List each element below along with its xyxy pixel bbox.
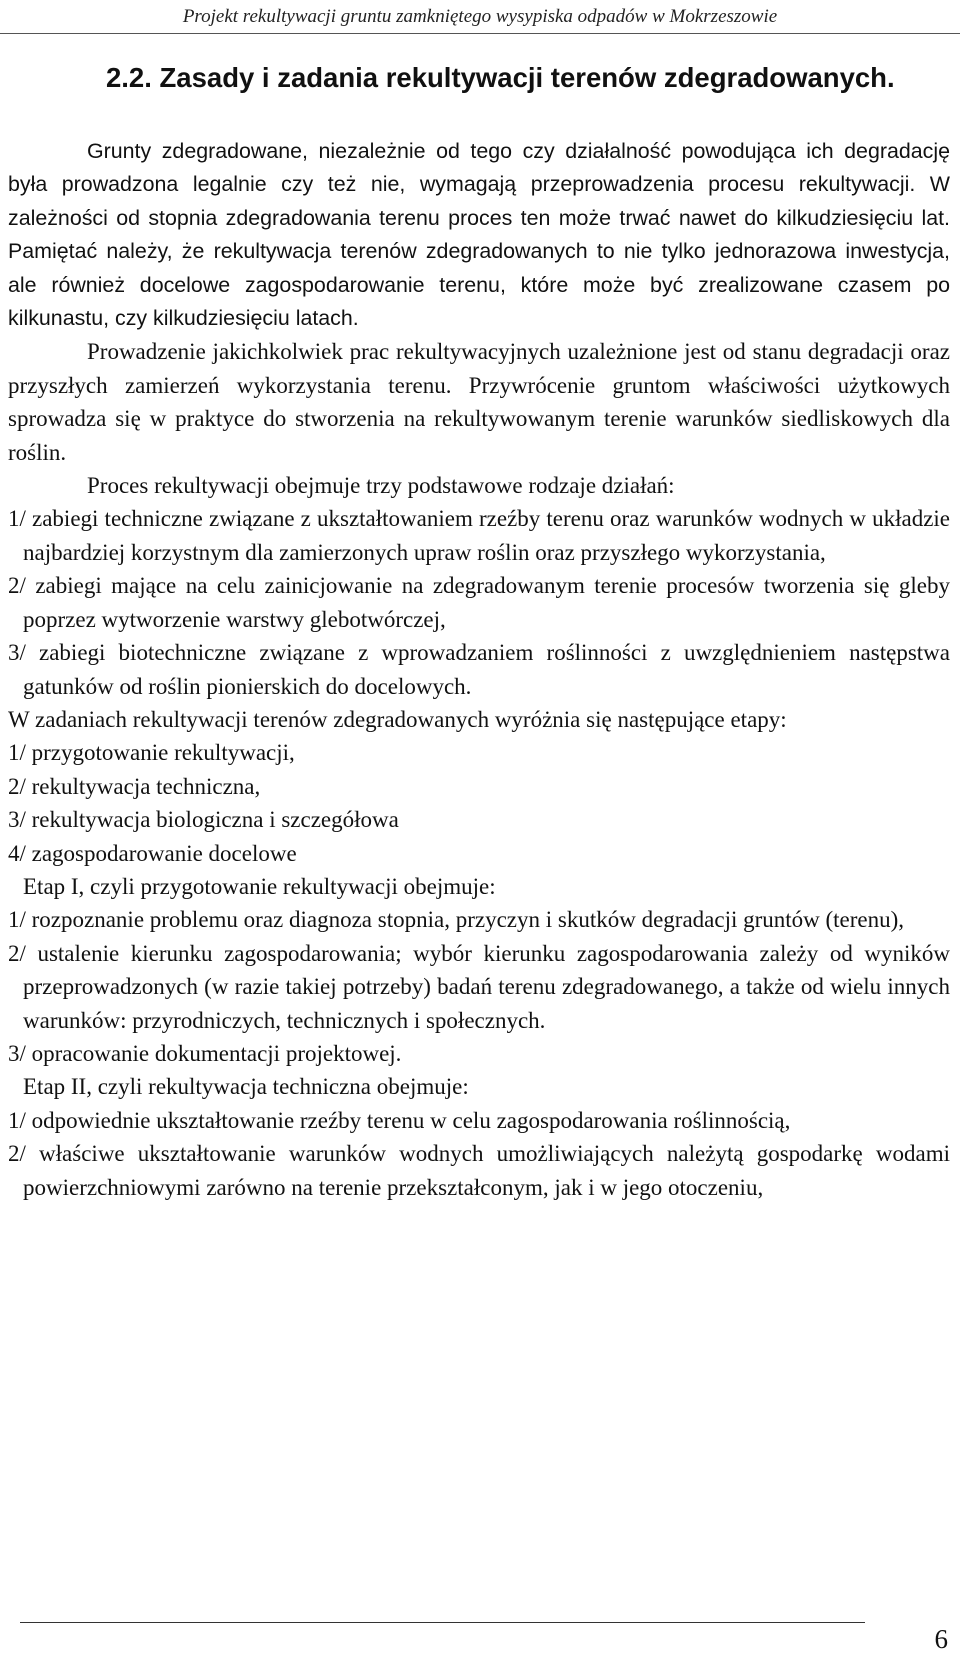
footer-divider (20, 1622, 865, 1623)
section-title: 2.2. Zasady i zadania rekultywacji terenów zdegradowanych. (106, 62, 895, 93)
list-item: 1/ rozpoznanie problemu oraz diagnoza stopnia, przyczyn i skutków degradacji gruntów (terenu), (8, 907, 905, 933)
stage1-intro: Etap I, czyli przygotowanie rekultywacji obejmuje: (23, 873, 496, 899)
list-item: 1/ zabiegi techniczne związane z ukształtowaniem rzeźby terenu oraz warunków wodnych w układzie najbardziej korzystnym dla zamierzonych upraw roślin oraz przyszłego wykorzystania, (8, 506, 950, 565)
list-item: 2/ zabiegi mające na celu zainicjowanie na zdegradowanym terenie procesów tworzenia się gleby poprzez wytworzenie warstwy glebotwórczej, (8, 573, 950, 632)
list-item: 2/ rekultywacja techniczna, (8, 773, 261, 799)
list-item: 2/ ustalenie kierunku zagospodarowania; wybór kierunku zagospodarowania zależy od wyników przeprowadzonych (w razie takiej potrzeby) badań terenu zdegradowanego, a także od wielu innych warunków: przyrodniczych, technicznych i społecznych. (8, 940, 950, 1033)
list-item: 2/ właściwe ukształtowanie warunków wodnych umożliwiających należytą gospodarkę wodami powierzchniowymi zarówno na terenie przekształconym, jak i w jego otoczeniu, (8, 1141, 950, 1200)
list-item: 1/ odpowiednie ukształtowanie rzeźby terenu w celu zagospodarowania roślinnością, (8, 1107, 791, 1133)
header-divider (0, 33, 960, 34)
running-header: Projekt rekultywacji gruntu zamkniętego wysypiska odpadów w Mokrzeszowie (182, 6, 778, 27)
page-number: 6 (934, 1624, 948, 1654)
list-item: 3/ opracowanie dokumentacji projektowej. (8, 1040, 402, 1066)
list-item: 1/ przygotowanie rekultywacji, (8, 740, 295, 766)
stages-intro: W zadaniach rekultywacji terenów zdegradowanych wyróżnia się następujące etapy: (8, 706, 787, 732)
paragraph-intro: Grunty zdegradowane, niezależnie od tego czy działalność powodująca ich degradację była prowadzona legalnie czy też nie, wymagają przeprowadzenia procesu rekultywacji. W zależności od stopnia zdegradowania terenu proces ten może trwać nawet do kilkudziesięciu lat. Pamiętać należy, że rekultywacja terenów zdegradowanych to nie tylko jednorazowa inwestycja, ale również docelowe zagospodarowanie terenu, które może być zrealizowane czasem po kilkunastu, czy kilkudziesięciu latach. (8, 139, 950, 331)
list-item: 3/ rekultywacja biologiczna i szczegółowa (8, 807, 399, 833)
paragraph-process: Proces rekultywacji obejmuje trzy podstawowe rodzaje działań: (87, 473, 675, 499)
list-item: 3/ zabiegi biotechniczne związane z wprowadzaniem roślinności z uwzględnieniem następstwa gatunków od roślin pionierskich do docelowych. (8, 640, 950, 699)
paragraph-degradation: Prowadzenie jakichkolwiek prac rekultywacyjnych uzależnione jest od stanu degradacji oraz przyszłych zamierzeń wykorzystania terenu. Przywrócenie gruntom właściwości użytkowych sprowadza się w praktyce do stworzenia na rekultywowanym terenie warunków siedliskowych dla roślin. (8, 339, 950, 465)
document-body (8, 135, 950, 1204)
list-item: 4/ zagospodarowanie docelowe (8, 840, 297, 866)
stage2-intro: Etap II, czyli rekultywacja techniczna obejmuje: (23, 1074, 469, 1100)
